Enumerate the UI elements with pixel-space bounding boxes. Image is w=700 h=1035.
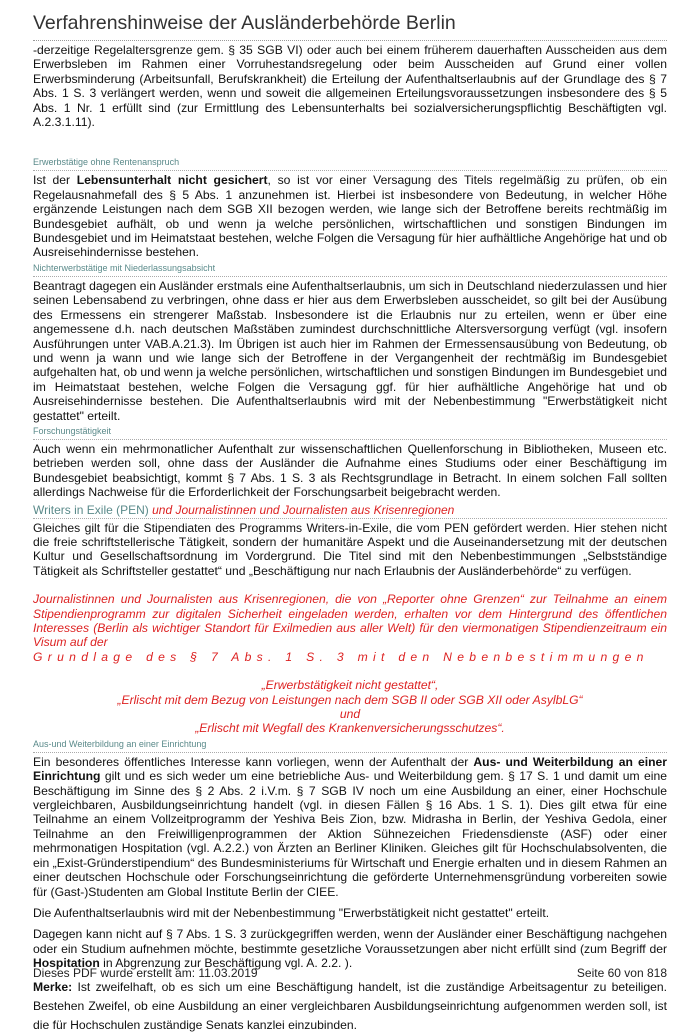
paragraph-journalists-tracked-line: Grundlage des § 7 Abs. 1 S. 3 mit den Nebenbestimmungen xyxy=(33,649,649,664)
nebenbestimmung-line-2: „Erlischt mit dem Bezug von Leistungen nach dem SGB II oder SGB XII oder AsylbLG“ xyxy=(117,692,583,707)
page-footer xyxy=(33,966,667,980)
paragraph-forschung: Auch wenn ein mehrmonatlicher Aufenthalt zur wissenschaftlichen Quellenforschung in Bibliotheken, Museen etc. betrieben werden soll, ohne dass der Ausländer die Aufnahme eines Studiums oder einer Beschäftigung im Bundesgebiet beabsichtigt, kommt § 7 Abs. 1 S. 3 als Rechtsgrundlage in Betracht. In einem solchen Fall sollten allerdings Nachweise für die Erforderlichkeit der Forschungsarbeit beigebracht werden. xyxy=(33,441,667,500)
section-heading-nichterwerbstaetige: Nichterwerbstätige mit Niederlassungsabsicht xyxy=(33,263,667,277)
footer-created-date: Dieses PDF wurde erstellt am: 11.03.2019 xyxy=(33,966,258,980)
paragraph-merke: Merke: Ist zweifelhaft, ob es sich um eine Beschäftigung handelt, ist die zuständige Arbeitsagentur zu beteiligen. Bestehen Zweifel, ob eine Ausbildung an einer vergleichbaren Ausbildungseinrichtung aufgenommen werden soll, ist die für Hochschulen zuständige Senats kanzlei einzubinden. xyxy=(33,979,667,1032)
section-heading-writers-in-exile: Writers in Exile (PEN) und Journalistinnen und Journalisten aus Krisenregionen xyxy=(33,503,667,519)
paragraph-niederlassung: Beantragt dagegen ein Ausländer erstmals eine Aufenthaltserlaubnis, um sich in Deutschland niederzulassen und hier seinen Lebensabend zu verbringen, ohne dass er hier aus dem Erwerbsleben ausscheidet, so gilt bei der Ausübung des Ermessens ein strengerer Maßstab. Insbesondere ist die Erlaubnis nur zu erteilen, wenn er über eine angemessene d.h. nach deutschen Maßstäben zumindest durchschnittliche Altersversorgung verfügt (vgl. insofern Ausführungen unter VAB.A.21.3). Im Übrigen ist auch hier im Rahmen der Ermessensausübung von Bedeutung, ob und wenn ja wann und wie lange sich der Betroffene in der Vergangenheit der rechtmäßig im Bundesgebiet aufgehalten hat, ob und wenn ja welche persönlichen, wirtschaftlichen und sonstigen Bindungen im Bundesgebiet und im Heimatstaat bestehen, welche Folgen die Versagung ggf. für hier aufhältliche Angehörige hat und ob Ausreisehindernisse bestehen. Die Aufenthaltserlaubnis wird mit der Nebenbestimmung "Erwerbstätigkeit nicht gestattet" erteilt. xyxy=(33,278,667,423)
nebenbestimmung-line-1: „Erwerbstätigkeit nicht gestattet“, xyxy=(261,678,439,693)
section-heading-erwerbstaetige: Erwerbstätige ohne Rentenanspruch xyxy=(33,157,667,171)
paragraph-lebensunterhalt: Ist der Lebensunterhalt nicht gesichert, so ist vor einer Versagung des Titels regelmäßig zu prüfen, ob ein Regelausnahmefall des § 5 Abs. 1 anzunehmen ist. Hierbei ist insbesondere von Bedeutung, in welcher Höhe ergänzende Leistungen nach dem SGB XII bezogen werden, wie lange sich der Betroffene bereits rechtmäßig im Bundesgebiet aufhält, ob und wenn ja welche persönlichen, wirtschaftlichen und sonstigen Bindungen im Bundesgebiet und im Heimatstaat bestehen, welche Folgen die Versagung für hier aufhältliche Angehörige hat und ob Ausreisehindernisse bestehen. xyxy=(33,173,667,260)
paragraph-ausbildung: Ein besonderes öffentliches Interesse kann vorliegen, wenn der Aufenthalt der Aus- und Weiterbildung an einer Einrichtung gilt und es sich weder um eine betriebliche Aus- und Weiterbildung gem. § 17 S. 1 und damit um eine Beschäftigung im Sinne des § 2 Abs. 2 i.V.m. § 7 SGB IV noch um eine Ausbildung an einer, einer Hochschule vergleichbaren, Ausbildungseinrichtung handelt (vgl. in diesen Fällen § 16 Abs. 1 S. 1). Dies gilt etwa für eine Teilnahme an einem Vollzeitprogramm der Yeshiva Beis Zion, bzw. Midrasha in Berlin, der Yeshiva Gedola, einer Teilnahme an den Freiwilligenprogrammen der Aktion Sühnezeichen Friedensdienste (ASF) oder einer mehrmonatigen Hospitation (vgl. A.2.2.) von Ärzten an Berliner Kliniken. Gleiches gilt für Hochschulabsolventen, die ein „Exist-Gründerstipendium“ des Bundesministeriums für Wirtschaft und Energie erhalten und in diesem Rahmen an einer deutschen Hochschule oder Forschungseinrichtung die geförderte Unternehmensgründung vorbereiten sowie für (Gast-)Studenten am Global Institute Berlin der CIEE. xyxy=(33,754,667,899)
page-title: Verfahrenshinweise der Ausländerbehörde Berlin xyxy=(33,12,667,41)
paragraph-journalists: Journalistinnen und Journalisten aus Krisenregionen, die von „Reporter ohne Grenzen“ zur Teilnahme an einem Stipendienprogramm zur digitalen Sicherheit eingeladen werden, erhalten vor dem Hintergrund des öffentlichen Interesses (Berlin als wichtiger Standort für Exilmedien aus aller Welt) für den viermonatigen Stipendienzeitraum ein Visum auf der xyxy=(33,592,667,650)
section-heading-forschung: Forschungstätigkeit xyxy=(33,426,667,440)
intro-paragraph: -derzeitige Regelaltersgrenze gem. § 35 SGB VI) oder auch bei einem früherem dauerhaften Ausscheiden aus dem Erwerbsleben im Rahmen einer Vorruhestandsregelung oder beim Ausscheiden auf Grund einer vollen Erwerbsminderung (Arbeitsunfall, Berufskrankheit) die Erteilung der Aufenthaltserlaubnis auf der Grundlage des § 7 Abs. 1 S. 3 verlängert werden, wenn und soweit die allgemeinen Erteilungsvoraussetzungen insbesondere des § 5 Abs. 1 Nr. 1 erfüllt sind (zur Ermittlung des Lebensunterhalts bei sozialversicherungspflichtig Beschäftigten vgl. A.2.3.1.11). xyxy=(33,43,667,130)
paragraph-writers-in-exile: Gleiches gilt für die Stipendiaten des Programms Writers-in-Exile, die vom PEN gefördert werden. Hier stehen nicht die freie schriftstellerische Tätigkeit, sondern der humanitäre Aspekt und die Auseinandersetzung mit der deutschen Kultur und Gesellschaftsordnung im Vordergrund. Die Titel sind mit den Nebenbestimmungen „Selbstständige Tätigkeit als Schriftsteller gestattet“ und „Beschäftigung nur nach Erlaubnis der Ausländerbehörde“ zu verfügen. xyxy=(33,520,667,578)
paragraph-nebenbestimmung: Die Aufenthaltserlaubnis wird mit der Nebenbestimmung "Erwerbstätigkeit nicht gestattet" erteilt. xyxy=(33,905,550,920)
section-heading-ausbildung: Aus-und Weiterbildung an einer Einrichtung xyxy=(33,739,667,753)
paragraph-hospitation: Dagegen kann nicht auf § 7 Abs. 1 S. 3 zurückgegriffen werden, wenn der Ausländer einer Beschäftigung nachgehen oder ein Studium aufnehmen möchte, bestimmte gesetzliche Voraussetzungen aber nicht erfüllt sind (zum Begriff der Hospitation in Abgrenzung zur Beschäftigung vgl. A. 2.2. ). xyxy=(33,927,667,971)
nebenbestimmung-line-4: „Erlischt mit Wegfall des Krankenversicherungsschutzes“. xyxy=(195,721,505,736)
nebenbestimmung-line-3: und xyxy=(339,707,361,722)
footer-page-number: Seite 60 von 818 xyxy=(576,966,667,980)
document-body xyxy=(33,43,667,1035)
